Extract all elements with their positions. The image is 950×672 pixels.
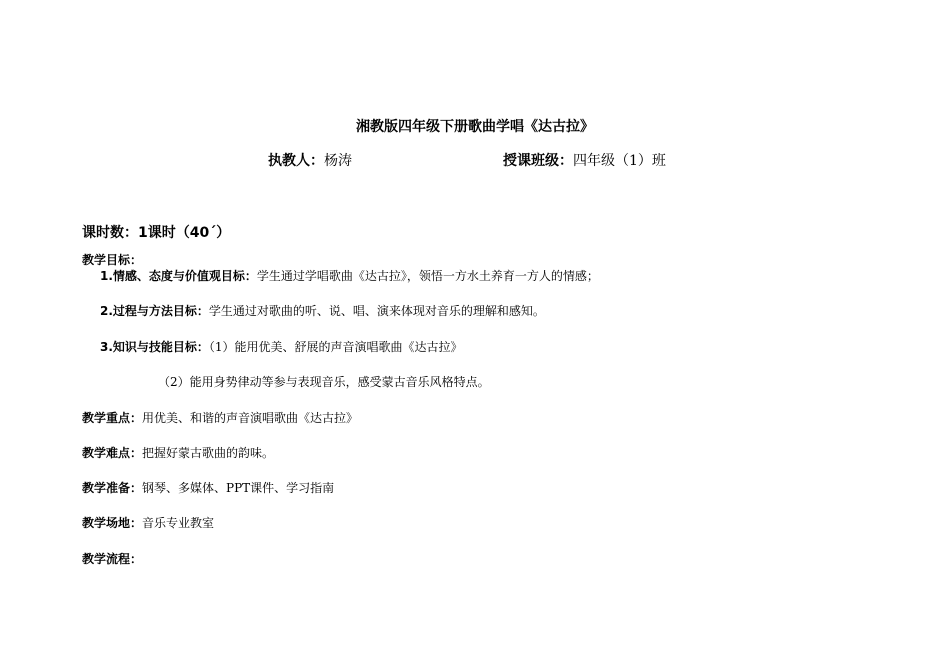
venue-label: 教学场地： (82, 516, 143, 530)
key-point-label: 教学重点： (82, 411, 143, 425)
objective-2 (100, 302, 545, 319)
objective-2-label: 2.过程与方法目标： (100, 304, 209, 318)
teaching-venue (82, 514, 214, 531)
venue-text: 音乐专业教室 (142, 516, 215, 530)
class-line (503, 150, 666, 170)
objectives-heading: 教学目标： (82, 253, 143, 267)
objective-3-text-2: （2）能用身势律动等参与表现音乐，感受蒙古音乐风格特点。 (158, 375, 490, 389)
objective-1 (100, 267, 599, 284)
document-title: 湘教版四年级下册歌曲学唱《达古拉》 (356, 119, 594, 135)
teaching-prep (82, 479, 334, 496)
objective-1-label: 1.情感、态度与价值观目标： (100, 269, 257, 283)
process-label: 教学流程： (82, 552, 143, 566)
objective-3-text-1: （1）能用优美、舒展的声音演唱歌曲《达古拉》 (208, 340, 463, 354)
objective-3 (100, 338, 463, 355)
teacher-label: 执教人： (268, 153, 324, 169)
prep-label: 教学准备： (82, 481, 143, 495)
class-label: 授课班级： (503, 153, 573, 169)
class-value: 四年级（1）班 (573, 153, 666, 169)
difficulty-point (82, 444, 274, 461)
lesson-hours: 课时数：1课时（40´） (82, 225, 231, 241)
difficulty-label: 教学难点： (82, 446, 143, 460)
objective-3-label: 3.知识与技能目标： (100, 340, 209, 354)
key-point (82, 409, 358, 426)
teacher-line (268, 150, 352, 170)
key-point-text: 用优美、和谐的声音演唱歌曲《达古拉》 (142, 411, 359, 425)
difficulty-text: 把握好蒙古歌曲的韵味。 (142, 446, 275, 460)
teaching-process (82, 550, 142, 567)
objective-1-text: 学生通过学唱歌曲《达古拉》，领悟一方水土养育一方人的情感； (256, 269, 599, 283)
teacher-name: 杨涛 (324, 153, 352, 169)
objective-2-text: 学生通过对歌曲的听、说、唱、演来体现对音乐的理解和感知。 (208, 304, 545, 318)
prep-text: 钢琴、多媒体、PPT课件、学习指南 (142, 481, 335, 495)
